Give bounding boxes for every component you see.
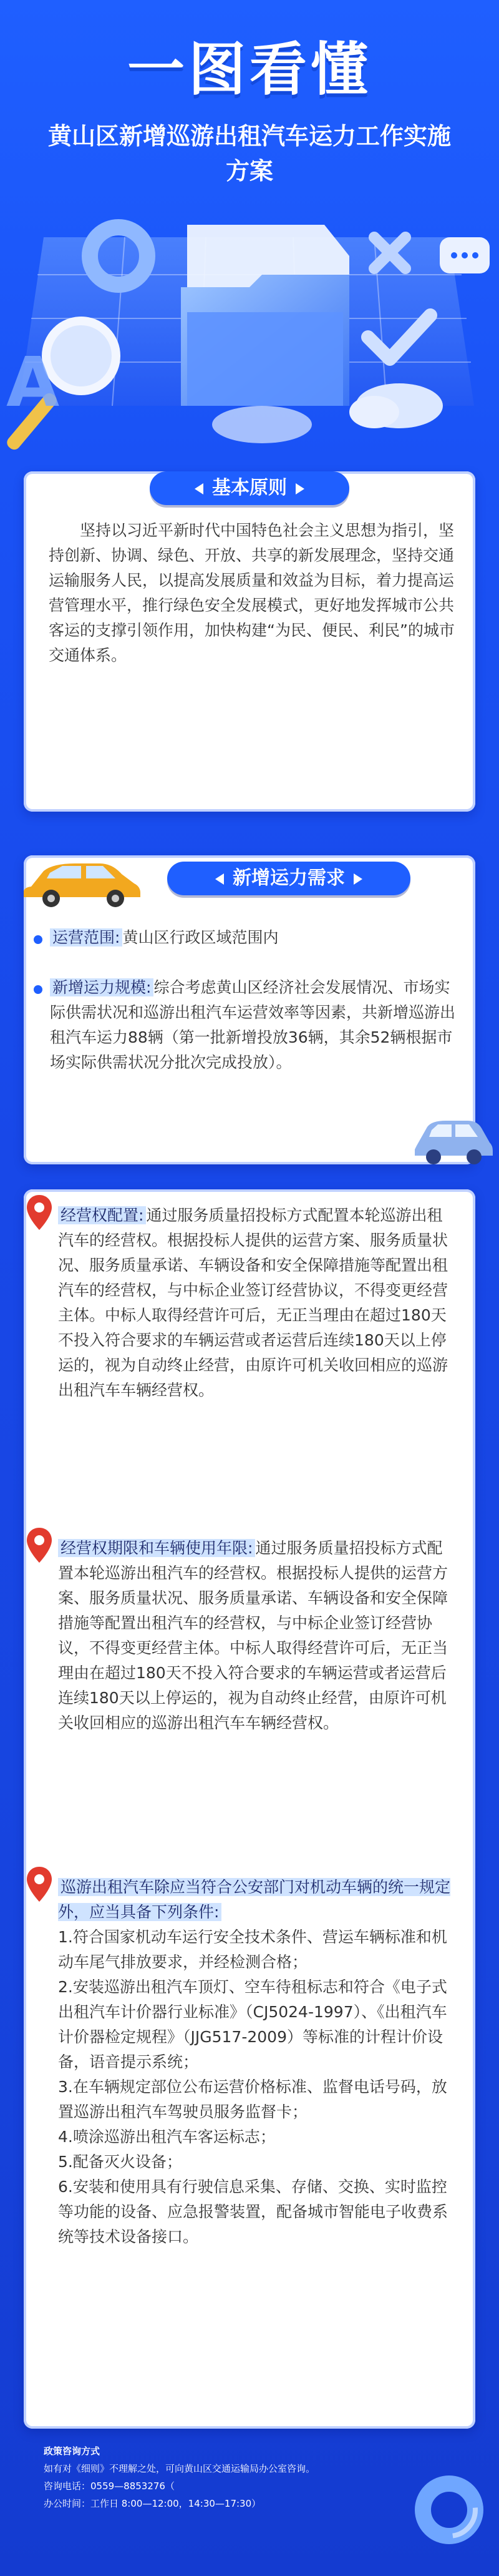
requirement-item: 4.喷涂巡游出租汽车客运标志； — [58, 2128, 276, 2146]
triangle-left-icon — [195, 483, 203, 494]
requirement-item: 2.安装巡游出租汽车顶灯、空车待租标志和符合《电子式出租汽车计价器行业标准》（CJ5024-1997）、《出租汽车计价器检定规程》（JJG517-2009）等标准的计程计价设备，语音提示系统； — [58, 1978, 447, 2071]
location-pin-icon — [25, 1866, 54, 1903]
requirement-item: 5.配备灭火设备； — [58, 2153, 182, 2171]
svg-text:A: A — [6, 342, 60, 422]
location-pin-icon — [25, 1194, 54, 1231]
bullet-dot — [34, 935, 42, 944]
bullet-dot — [34, 985, 42, 994]
term-section: 经营权期限和车辆使用年限: 通过服务质量招投标方式配置本轮巡游出租汽车的经营权。根据投标人提供的运营方案、服务质量状况、服务质量承诺、车辆设备和安全保障措施等配置出租汽车的经营权，与中标企业签订经营协议，不得变更经营主体。中标人取得经营许可后，无正当理由在超过180天不投入符合要求的车辆运营或者运营后连续180天以上停运的，视为自动终止经营，由原许可机关收回相应的巡游出租汽车车辆经营权。 — [58, 1539, 448, 1732]
principles-heading: 基本原则 — [150, 471, 349, 505]
demand-heading: 新增运力需求 — [167, 862, 410, 895]
principles-text: 坚持以习近平新时代中国特色社会主义思想为指引，坚持创新、协调、绿色、开放、共享的新发展理念，坚持交通运输服务人民，以提高发展质量和效益为目标，着力提高运营管理水平，推行绿色安全发展模式，更好地发挥城市公共客运的支撑引领作用，加快构建“为民、便民、利民”的城市交通体系。 — [49, 521, 455, 664]
demand-scope: 运营范围: 黄山区行政区域范围内 — [50, 925, 455, 950]
triangle-left-icon — [215, 873, 224, 885]
blue-car-icon — [412, 1108, 496, 1168]
requirement-item: 1.符合国家机动车运行安全技术条件、营运车辆标准和机动车尾气排放要求，并经检测合格； — [58, 1928, 447, 1971]
footer-hours: 办公时间：工作日 8:00—12:00，14:30—17:30） — [44, 2498, 261, 2509]
hero-illustration — [0, 200, 499, 462]
demand-scale: 新增运力规模: 综合考虑黄山区经济社会发展情况、市场实际供需状况和巡游出租汽车运营效率等因素，共新增巡游出租汽车运力88辆（第一批新增投放36辆，其余52辆根据市场实际供需状况分批次完成投放）。 — [50, 978, 456, 1071]
principles-card — [24, 471, 475, 812]
details-card — [24, 1189, 475, 2429]
footer-title: 政策咨询方式 — [44, 2446, 100, 2457]
footer-phone: 咨询电话：0559—8853276（ — [44, 2480, 175, 2492]
triangle-right-icon — [354, 873, 362, 885]
location-pin-icon — [25, 1526, 54, 1564]
ring-decoration-icon — [409, 2466, 490, 2554]
footer-contact — [44, 2442, 393, 2512]
taxi-car-icon — [19, 852, 143, 908]
page-subtitle: 黄山区新增巡游出租汽车运力工作实施方案 — [47, 122, 451, 185]
requirement-item: 6.安装和使用具有行驶信息采集、存储、交换、实时监控等功能的设备、应急报警装置，配备城市智能电子收费系统等技术设备接口。 — [58, 2178, 448, 2246]
right-allocation-section: 经营权配置: 通过服务质量招投标方式配置本轮巡游出租汽车的经营权。根据投标人提供的运营方案、服务质量状况、服务质量承诺、车辆设备和安全保障措施等配置出租汽车的经营权，与中标企业签订经营协议，不得变更经营主体。中标人取得经营许可后，无正当理由在超过180天不投入符合要求的车辆运营或者运营后连续180天以上停运的，视为自动终止经营，由原许可机关收回相应的巡游出租汽车车辆经营权。 — [58, 1206, 448, 1399]
page-title: 一图看懂 — [127, 36, 372, 103]
triangle-right-icon — [296, 483, 304, 494]
footer-line: 如有对《细则》不理解之处，可向黄山区交通运输局办公室咨询。 — [44, 2463, 316, 2474]
requirement-item: 3.在车辆规定部位公布运营价格标准、监督电话号码，放置巡游出租汽车驾驶员服务监督卡； — [58, 2078, 447, 2121]
requirements-section: 巡游出租汽车除应当符合公安部门对机动车辆的统一规定外，应当具备下列条件: 1.符合国家机动车运行安全技术条件、营运车辆标准和机动车尾气排放要求，并经检测合格； 2.安装巡游出租汽车顶灯、空车待租标志和符合《电子式出租汽车计价器行业标准》（CJ5024-1997）、《出租汽车计价器检定规程》（JJG517-2009）等标准的计程计价设备，语音提示系统； 3.在车辆规定部位公布运营价格标准、监督电话号码，放置巡游出租汽车驾驶员服务监督卡； 4.喷涂巡游出租汽车客运标志； 5.配备灭火设备； 6.安装和使用具有行驶信息采集、存储、交换、实时监控等功能的设备、应急报警装置，配备城市智能电子收费系统等技术设备接口。 — [58, 1875, 457, 2249]
